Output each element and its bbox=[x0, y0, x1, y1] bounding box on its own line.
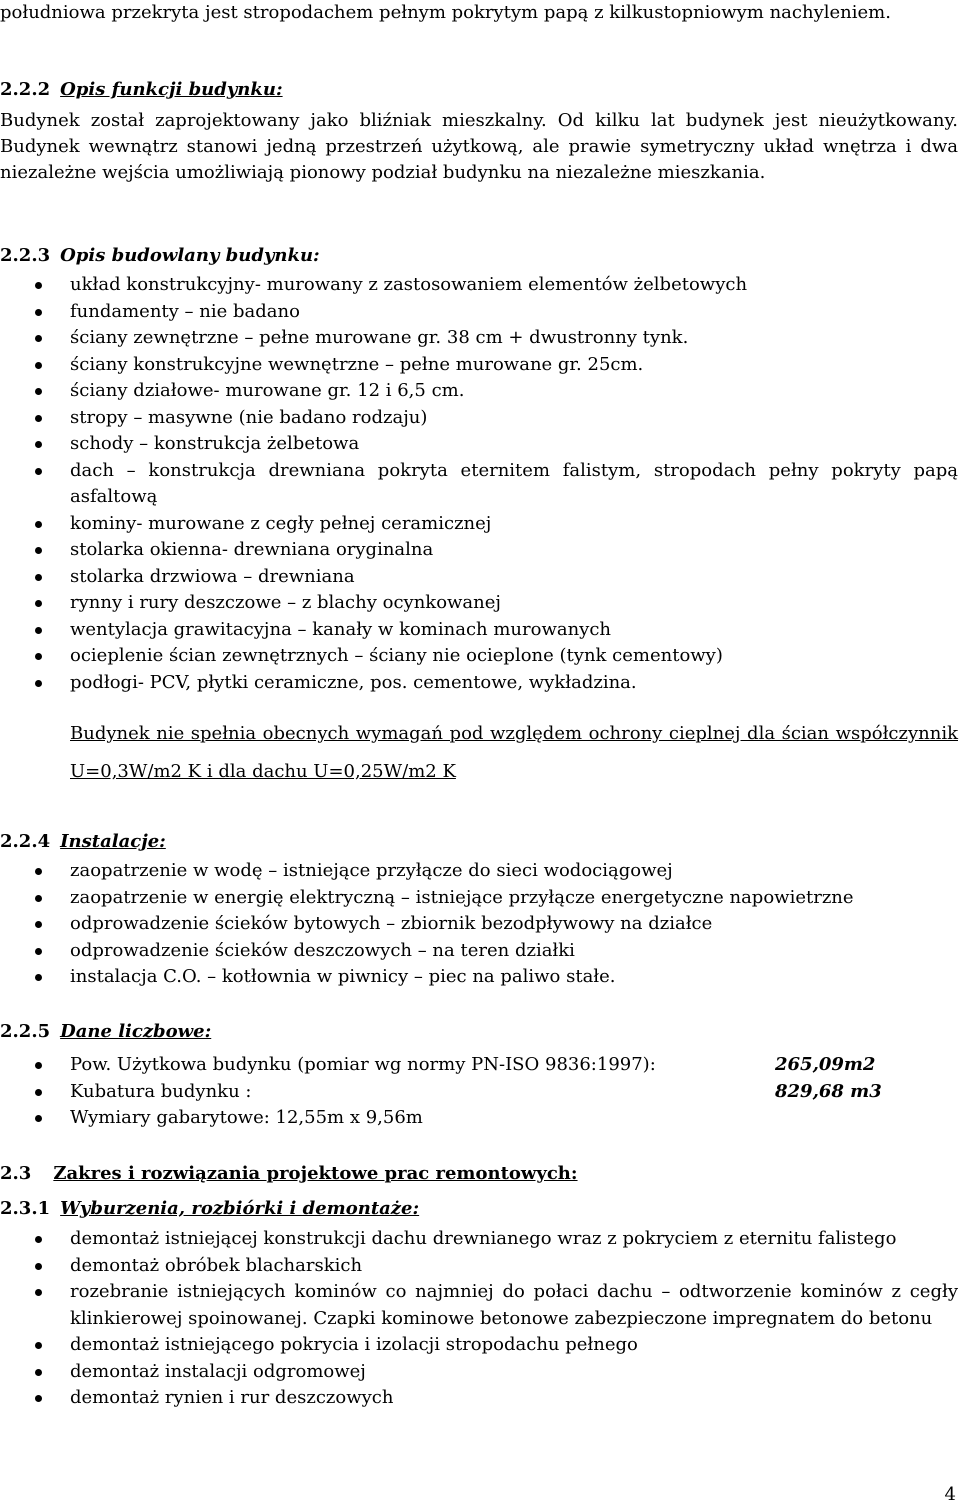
list-item: ściany zewnętrzne – pełne murowane gr. 38 cm + dwustronny tynk. bbox=[0, 325, 958, 352]
list-item: wentylacja grawitacyjna – kanały w kominach murowanych bbox=[0, 617, 958, 644]
list-item: demontaż instalacji odgromowej bbox=[0, 1359, 958, 1386]
building-description-list bbox=[0, 272, 958, 696]
list-item: demontaż istniejącej konstrukcji dachu drewnianego wraz z pokryciem z eternitu falistego bbox=[0, 1226, 958, 1253]
section-number: 2.2.2 bbox=[0, 79, 51, 100]
section-number: 2.2.5 bbox=[0, 1021, 51, 1042]
list-item: demontaż istniejącego pokrycia i izolacji stropodachu pełnego bbox=[0, 1332, 958, 1359]
thermal-requirements-note: Budynek nie spełnia obecnych wymagań pod względem ochrony cieplnej dla ścian współczynnik U=0,3W/m2 K i dla dachu U=0,25W/m2 K bbox=[70, 723, 958, 782]
list-item: demontaż obróbek blacharskich bbox=[0, 1253, 958, 1280]
list-item: rozebranie istniejących kominów co najmniej do połaci dachu – odtworzenie kominów z cegły klinkierowej spoinowanej. Czapki kominowe betonowe zabezpieczone impregnatem do betonu bbox=[0, 1279, 958, 1332]
section-title: Opis funkcji budynku: bbox=[60, 79, 283, 100]
section-title: Instalacje: bbox=[60, 831, 166, 852]
list-item: schody – konstrukcja żelbetowa bbox=[0, 431, 958, 458]
intro-paragraph: południowa przekryta jest stropodachem pełnym pokrytym papą z kilkustopniowym nachyleniem. bbox=[0, 2, 891, 23]
list-item: instalacja C.O. – kotłownia w piwnicy – piec na paliwo stałe. bbox=[0, 964, 958, 991]
list-item: rynny i rury deszczowe – z blachy ocynkowanej bbox=[0, 590, 958, 617]
list-item: odprowadzenie ścieków deszczowych – na teren działki bbox=[0, 938, 958, 965]
section-2-2-4-heading bbox=[0, 830, 166, 854]
page-number: 4 bbox=[944, 1484, 956, 1505]
section-2-2-2-heading bbox=[0, 78, 283, 102]
stat-item bbox=[0, 1079, 958, 1106]
section-2-2-5-heading bbox=[0, 1020, 211, 1044]
section-number: 2.3 bbox=[0, 1163, 32, 1184]
list-item: stolarka okienna- drewniana oryginalna bbox=[0, 537, 958, 564]
list-item: podłogi- PCV, płytki ceramiczne, pos. cementowe, wykładzina. bbox=[0, 670, 958, 697]
section-title: Zakres i rozwiązania projektowe prac remontowych: bbox=[53, 1163, 578, 1184]
list-item: stropy – masywne (nie badano rodzaju) bbox=[0, 405, 958, 432]
list-item: ściany działowe- murowane gr. 12 i 6,5 cm. bbox=[0, 378, 958, 405]
demolition-list bbox=[0, 1226, 958, 1412]
section-2-2-2-text: Budynek został zaprojektowany jako bliźniak mieszkalny. Od kilku lat budynek jest nieużytkowany. Budynek wewnątrz stanowi jedną przestrzeń użytkową, ale prawie symetryczny układ wnętrza i dwa niezależne wejścia umożliwiają pionowy podział budynku na niezależne mieszkania. bbox=[0, 110, 958, 183]
list-item: ocieplenie ścian zewnętrznych – ściany nie ocieplone (tynk cementowy) bbox=[0, 643, 958, 670]
stat-item bbox=[0, 1105, 958, 1132]
list-item: demontaż rynien i rur deszczowych bbox=[0, 1385, 958, 1412]
list-item: zaopatrzenie w energię elektryczną – istniejące przyłącze energetyczne napowietrzne bbox=[0, 885, 958, 912]
installations-list bbox=[0, 858, 958, 991]
list-item: ściany konstrukcyjne wewnętrzne – pełne murowane gr. 25cm. bbox=[0, 352, 958, 379]
section-title: Wyburzenia, rozbiórki i demontaże: bbox=[60, 1198, 420, 1219]
section-title: Opis budowlany budynku: bbox=[60, 245, 320, 266]
stat-label: Wymiary gabarytowe: 12,55m x 9,56m bbox=[70, 1107, 423, 1128]
list-item: układ konstrukcyjny- murowany z zastosowaniem elementów żelbetowych bbox=[0, 272, 958, 299]
list-item: odprowadzenie ścieków bytowych – zbiornik bezodpływowy na działce bbox=[0, 911, 958, 938]
numeric-data-list bbox=[0, 1052, 958, 1132]
stat-item bbox=[0, 1052, 958, 1079]
section-number: 2.2.3 bbox=[0, 245, 51, 266]
list-item: dach – konstrukcja drewniana pokryta eternitem falistym, stropodach pełny pokryty papą asfaltową bbox=[0, 458, 958, 511]
section-2-2-3-heading bbox=[0, 244, 320, 268]
list-item: kominy- murowane z cegły pełnej ceramicznej bbox=[0, 511, 958, 538]
section-number: 2.3.1 bbox=[0, 1198, 51, 1219]
list-item: stolarka drzwiowa – drewniana bbox=[0, 564, 958, 591]
section-2-3-1-heading bbox=[0, 1197, 419, 1221]
list-item: fundamenty – nie badano bbox=[0, 299, 958, 326]
list-item: zaopatrzenie w wodę – istniejące przyłącze do sieci wodociągowej bbox=[0, 858, 958, 885]
stat-value: 829,68 m3 bbox=[775, 1080, 882, 1102]
stat-label: Pow. Użytkowa budynku (pomiar wg normy PN-ISO 9836:1997): bbox=[70, 1054, 656, 1075]
section-2-3-heading bbox=[0, 1162, 578, 1186]
stat-label: Kubatura budynku : bbox=[70, 1080, 252, 1102]
stat-value: 265,09m2 bbox=[775, 1054, 876, 1075]
section-title: Dane liczbowe: bbox=[60, 1021, 212, 1042]
section-number: 2.2.4 bbox=[0, 831, 51, 852]
